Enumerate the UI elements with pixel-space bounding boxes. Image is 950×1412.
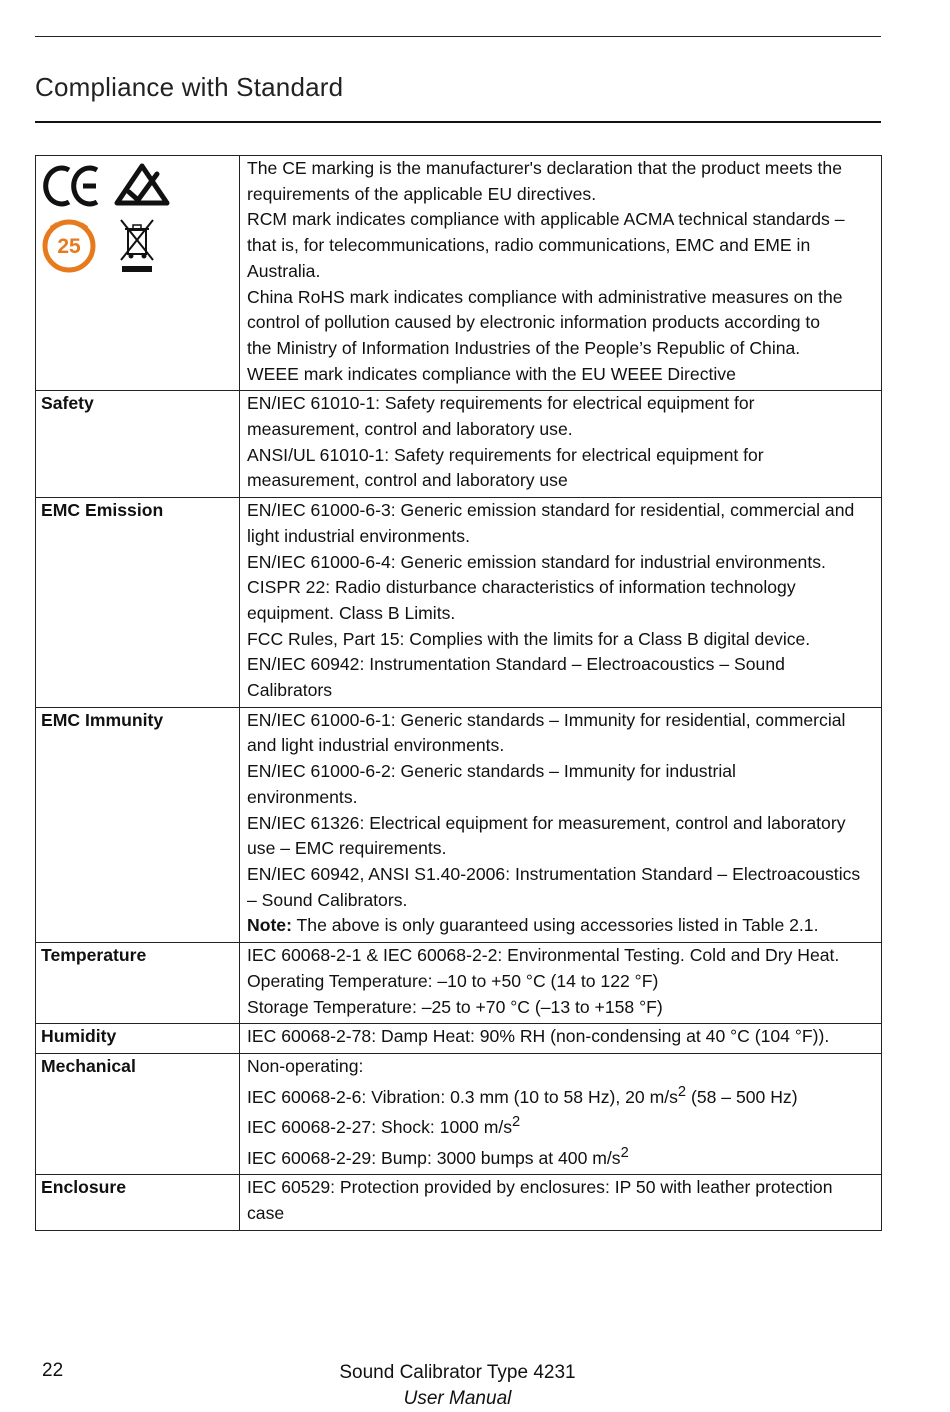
row-label-emc-immunity: EMC Immunity [36,707,240,942]
footer-title [0,1360,915,1412]
row-label-emc-emission: EMC Emission [36,498,240,708]
table-row [36,707,882,942]
row-value-emc-emission: EN/IEC 61000-6-3: Generic emission standard for residential, commercial and light industrial environments. EN/IEC 61000-6-4: Generic emission standard for industrial environments. CISPR 22: Radio disturbance characteristics of information technology equipment. Class B Limits. FCC Rules, Part 15: Complies with the limits for a Class B digital device. EN/IEC 60942: Instrumentation Standard – Electroacoustics – Sound Calibrators [240,498,882,708]
table-row [36,498,882,708]
row-value-enclosure: IEC 60529: Protection provided by enclosures: IP 50 with leather protection case [240,1175,882,1230]
table-row [36,391,882,498]
row-value-temperature: IEC 60068-2-1 & IEC 60068-2-2: Environmental Testing. Cold and Dry Heat. Operating Temperature: –10 to +50 °C (14 to 122 °F) Storage Temperature: –25 to +70 °C (–13 to +158 °F) [240,943,882,1024]
page-title: Compliance with Standard [35,72,344,102]
weee-crossed-bin-mark-icon [121,220,153,272]
immunity-note: Note: The above is only guaranteed using accessories listed in Table 2.1. [247,915,819,936]
row-label-temperature: Temperature [36,943,240,1024]
row-value-humidity: IEC 60068-2-78: Damp Heat: 90% RH (non-condensing at 40 °C (104 °F)). [240,1024,882,1054]
ce-mark-icon [46,168,97,204]
table-row [36,1024,882,1054]
title-rule [35,121,881,123]
table-row [36,156,882,391]
rcm-mark-icon [117,166,167,203]
marks-description: The CE marking is the manufacturer's declaration that the product meets the requirements of the applicable EU directives. RCM mark indicates compliance with applicable ACMA technical standards – that is, for telecommunications, radio communications, EMC and EME in Australia. China RoHS mark indicates compliance with administrative measures on the control of pollution caused by electronic information products according to the Ministry of Information Industries of the People’s Republic of China. WEEE mark indicates compliance with the EU WEEE Directive [240,156,882,391]
footer-product-name: Sound Calibrator Type 4231 [339,1362,576,1383]
table-row [36,1175,882,1230]
page-number: 22 [42,1360,64,1381]
row-label-humidity: Humidity [36,1024,240,1054]
svg-text:25: 25 [57,235,81,258]
row-label-enclosure: Enclosure [36,1175,240,1230]
header-rule [35,36,881,37]
table-row [36,943,882,1024]
row-value-mechanical: Non-operating: IEC 60068-2-6: Vibration: 0.3 mm (10 to 58 Hz), 20 $m/s^2$ (58 – 500 Hz) IEC 60068-2-27: Shock: 1000 $m/s^2$ IEC 60068-2-29: Bump: 3000 bumps at 400 $m/s^2$ [240,1053,882,1174]
row-value-safety: EN/IEC 61010-1: Safety requirements for electrical equipment for measurement, control and laboratory use. ANSI/UL 61010-1: Safety requirements for electrical equipment for measurement, control and laboratory use [240,391,882,498]
row-value-emc-immunity: EN/IEC 61000-6-1: Generic standards – Immunity for residential, commercial and light industrial environments. EN/IEC 61000-6-2: Generic standards – Immunity for industrial environments. EN/IEC 61326: Electrical equipment for measurement, control and laboratory use – EMC requirements. EN/IEC 60942, ANSI S1.40-2006: Instrumentation Standard – Electroacoustics – Sound Calibrators. Note: The above is only guaranteed using accessories listed in Table 2.1. [240,707,882,942]
row-label-safety: Safety [36,391,240,498]
table-row [36,1053,882,1174]
china-rohs-25-mark-icon [45,222,93,270]
row-label-mechanical: Mechanical [36,1053,240,1174]
footer-subtitle: User Manual [403,1388,512,1409]
compliance-table [35,155,882,1231]
marks-cell [36,156,240,391]
